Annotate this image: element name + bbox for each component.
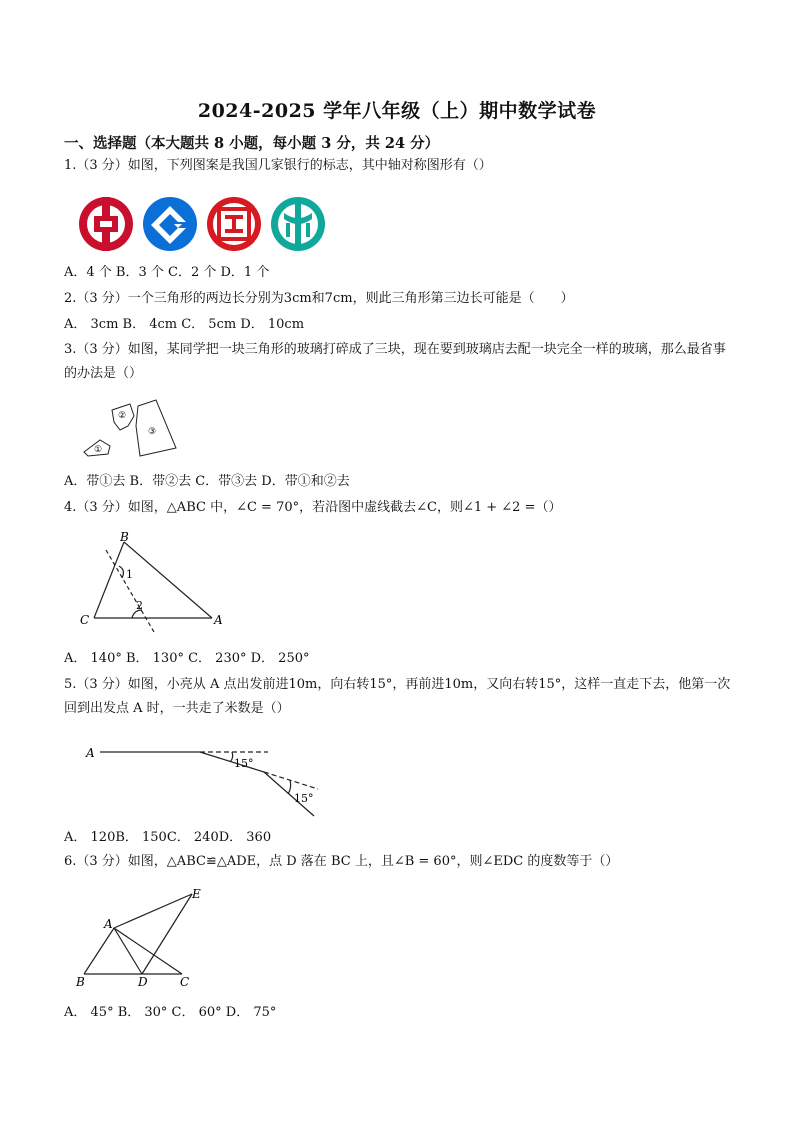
question-1-options: A．4 个 B．3 个 C．2 个 D．1 个 bbox=[64, 265, 270, 280]
vertex-c-label: C bbox=[80, 613, 90, 627]
vertex-e-label: E bbox=[192, 887, 201, 901]
question-2-options: A． 3cm B． 4cm C． 5cm D． 10cm bbox=[64, 317, 305, 332]
vertex-b-label: B bbox=[76, 975, 85, 989]
bank-of-china-logo-icon bbox=[79, 197, 133, 251]
broken-glass-figure bbox=[80, 396, 190, 462]
angle-2-label: 2 bbox=[136, 599, 143, 612]
glass-label-2: ② bbox=[118, 411, 127, 421]
page-title: 2024-2025 学年八年级（上）期中数学试卷 bbox=[197, 100, 597, 122]
bank-logos-figure bbox=[74, 193, 334, 255]
vertex-c-label: C bbox=[180, 975, 190, 989]
construction-bank-logo-icon bbox=[143, 197, 197, 251]
point-a-label: A bbox=[86, 746, 95, 760]
section-heading: 一、选择题（本大题共 8 小题，每小题 3 分，共 24 分） bbox=[64, 135, 440, 152]
turn-angle-1-label: 15° bbox=[234, 757, 254, 770]
vertex-b-label: B bbox=[120, 532, 129, 544]
question-3-stem: 3.（3 分）如图，某同学把一块三角形的玻璃打碎成了三块，现在要到玻璃店去配一块完全一样的玻璃，那么最省事的办法是（） bbox=[64, 342, 726, 381]
turn-angle-2-label: 15° bbox=[294, 792, 314, 805]
question-5-options: A． 120B． 150C． 240D． 360 bbox=[64, 830, 272, 845]
glass-label-3: ③ bbox=[148, 427, 157, 437]
question-6-options: A． 45° B． 30° C． 60° D． 75° bbox=[64, 1005, 277, 1020]
question-6-stem: 6.（3 分）如图，△ABC≌△ADE，点 D 落在 BC 上，且∠B = 60°，则∠EDC 的度数等于（） bbox=[64, 854, 619, 869]
question-4-stem: 4.（3 分）如图，△ABC 中，∠C = 70°，若沿图中虚线截去∠C，则∠1 + ∠2 =（） bbox=[64, 500, 562, 515]
vertex-d-label: D bbox=[138, 975, 148, 989]
glass-label-1: ① bbox=[94, 445, 103, 455]
question-3-options: A．带①去 B．带②去 C．带③去 D．带①和②去 bbox=[64, 474, 350, 489]
question-4-options: A． 140° B． 130° C． 230° D． 250° bbox=[64, 651, 310, 666]
question-1-stem: 1.（3 分）如图，下列图案是我国几家银行的标志，其中轴对称图形有（） bbox=[64, 158, 492, 173]
triangle-abc-cut-figure bbox=[74, 532, 234, 632]
walking-path-figure bbox=[82, 740, 322, 820]
vertex-a-label: A bbox=[214, 613, 223, 627]
congruent-triangles-figure bbox=[74, 886, 214, 990]
question-5-stem: 5.（3 分）如图，小亮从 A 点出发前进10m，向右转15°，再前进10m，又向右转15°，这样一直走下去，他第一次回到出发点 A 时，一共走了米数是（） bbox=[64, 677, 731, 716]
question-2-stem: 2.（3 分）一个三角形的两边长分别为3cm和7cm，则此三角形第三边长可能是（ ） bbox=[64, 291, 574, 306]
agricultural-bank-logo-icon bbox=[271, 197, 325, 251]
icbc-logo-icon bbox=[207, 197, 261, 251]
angle-1-label: 1 bbox=[126, 568, 133, 581]
vertex-a-label: A bbox=[104, 917, 113, 931]
